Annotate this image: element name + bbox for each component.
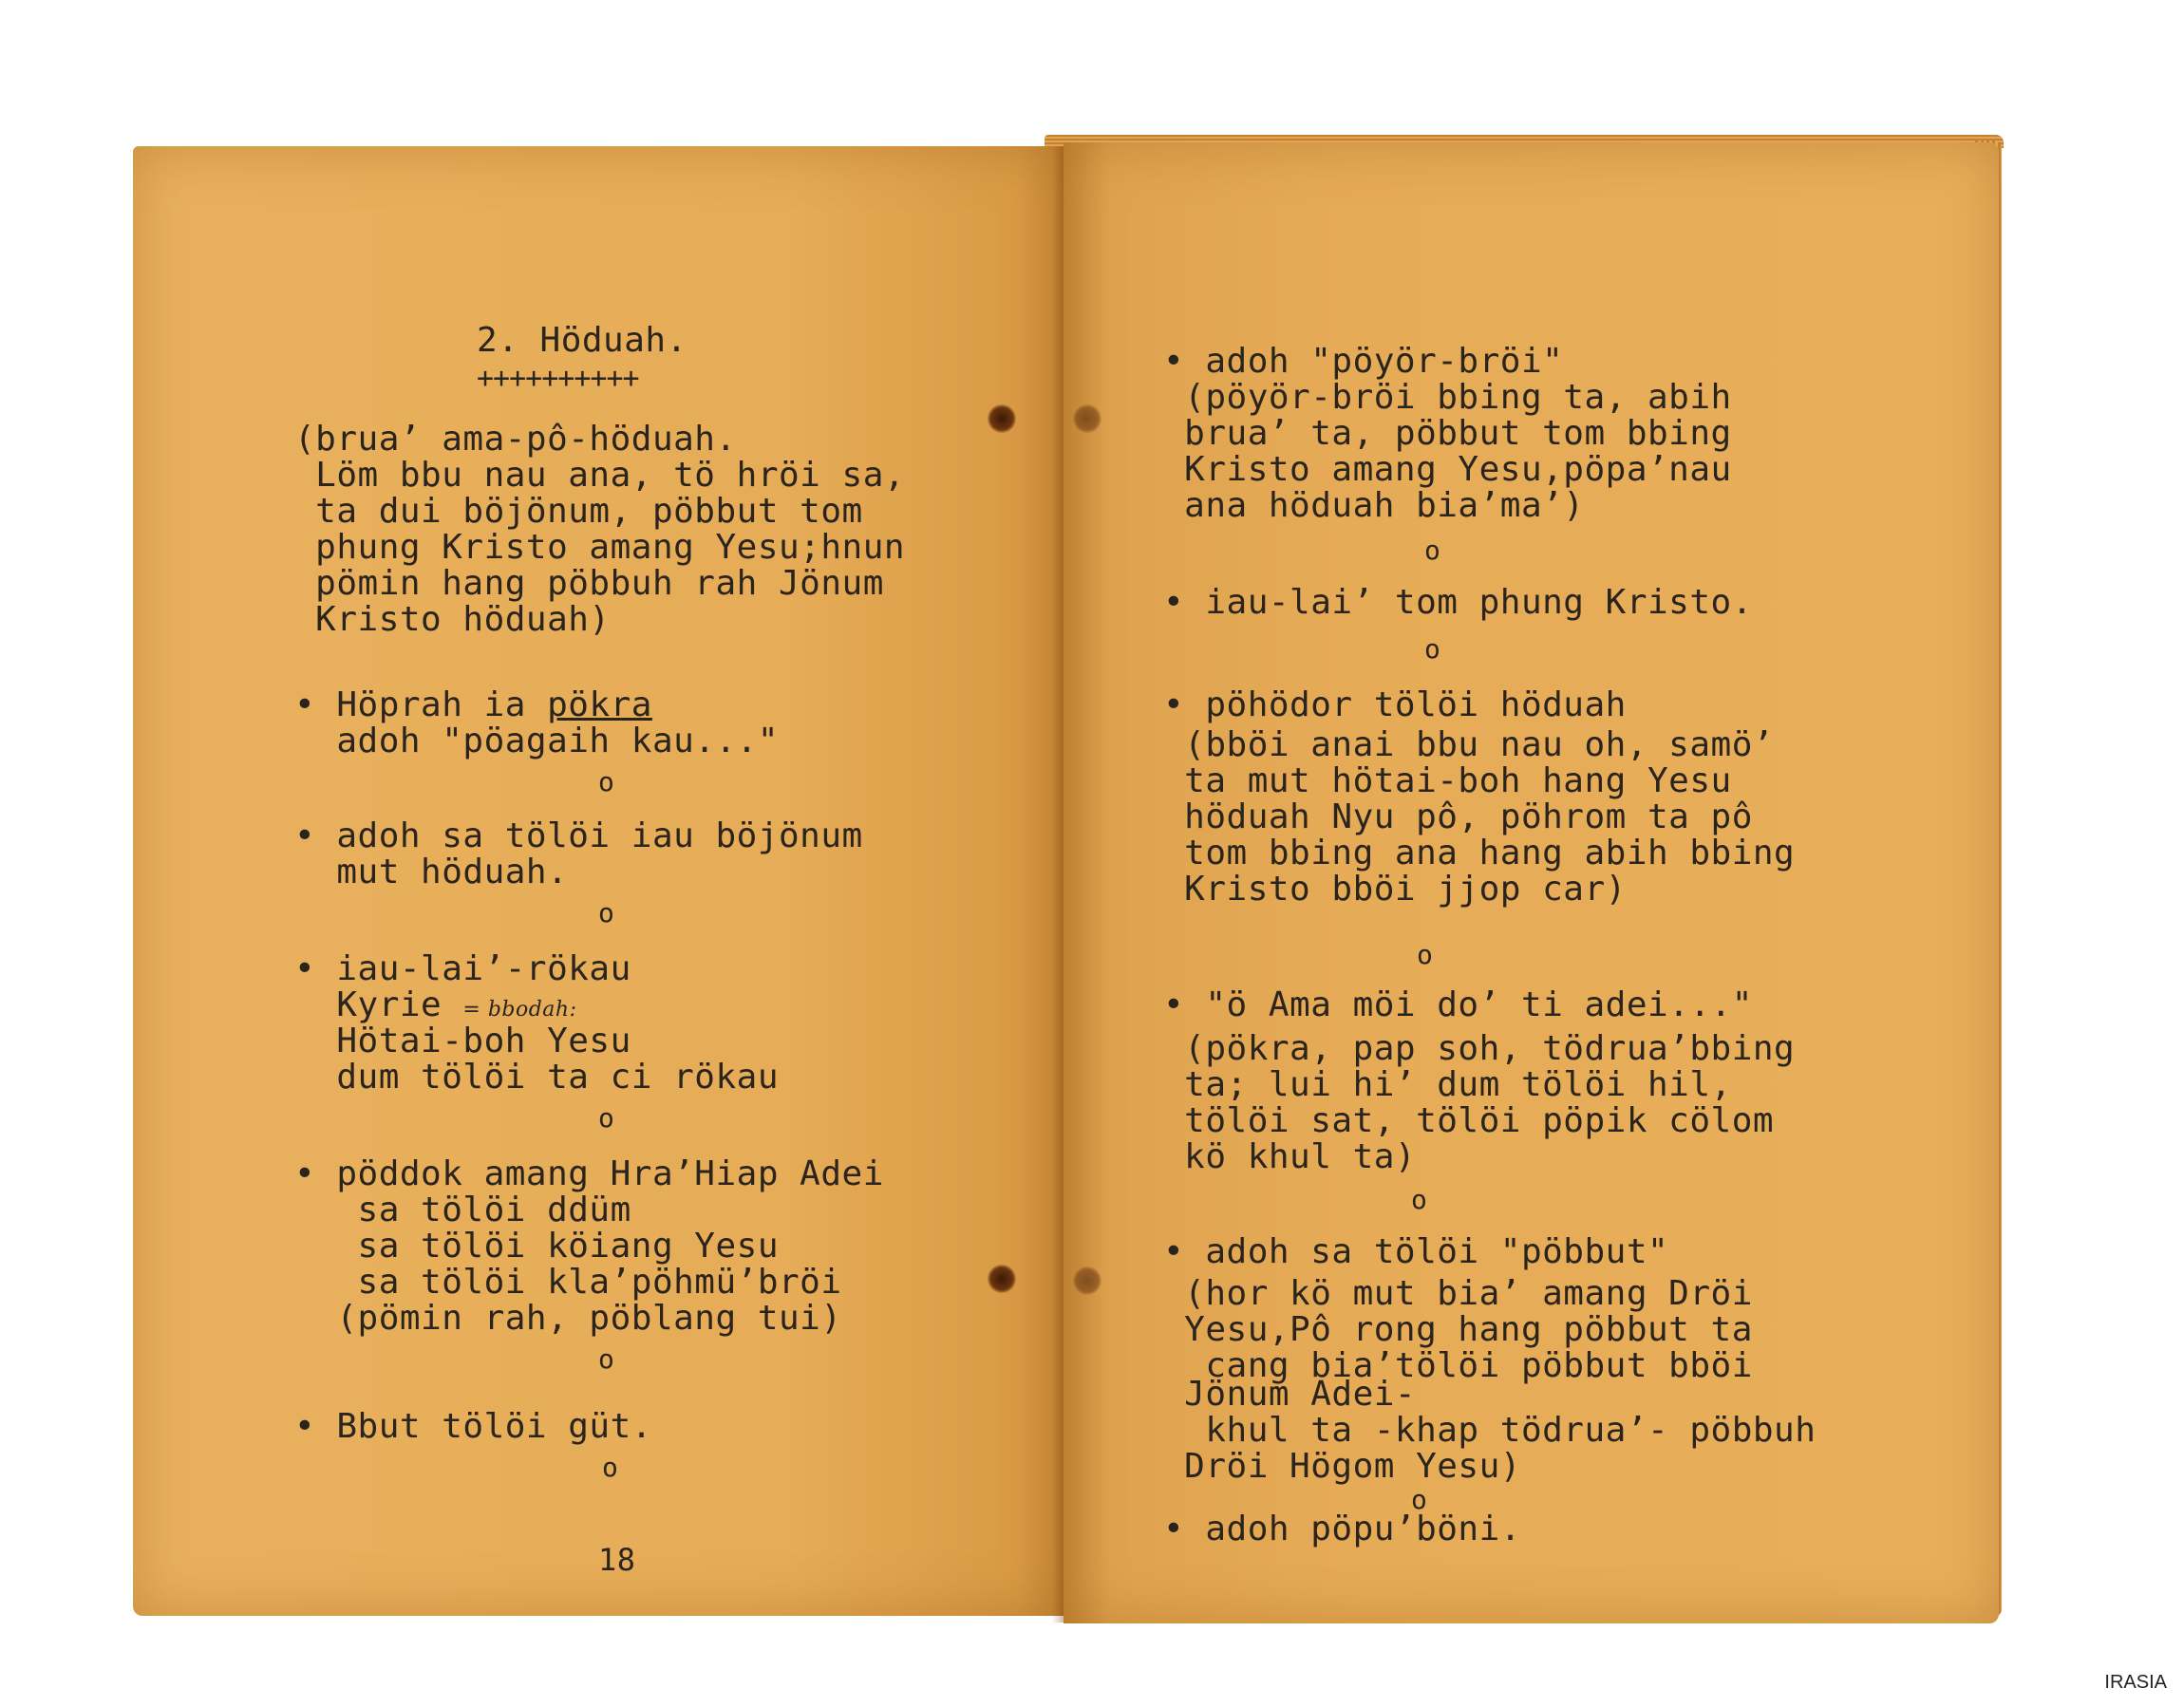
- separator-ring: o: [1417, 939, 1433, 970]
- list-item-line: (pökra, pap soh, tödrua’bbing: [1163, 1029, 1796, 1068]
- list-item-line: • iau-lai’-rökau: [294, 949, 631, 988]
- list-item-line: adoh "pöagaih kau...": [294, 722, 779, 760]
- list-item-line: • adoh pöpu’böni.: [1163, 1510, 1521, 1548]
- list-item-line: (bböi anai bbu nau oh, samö’: [1163, 725, 1775, 764]
- left-page: [133, 146, 1064, 1616]
- separator-ring: o: [1411, 1184, 1427, 1215]
- list-item-line: Jönum Adei-: [1163, 1375, 1417, 1414]
- list-item-line: [294, 687, 652, 723]
- binding-hole: [1073, 1266, 1101, 1295]
- separator-ring: o: [1424, 535, 1440, 566]
- list-item-line: (pömin rah, pöblang tui): [294, 1299, 842, 1338]
- intro-line: pömin hang pöbbuh rah Jönum: [294, 564, 884, 603]
- list-item-line: Dröi Högom Yesu): [1163, 1447, 1521, 1486]
- list-item-line: ta; lui hi’ dum tölöi hil,: [1163, 1065, 1732, 1104]
- right-page: [1064, 142, 1999, 1623]
- list-item-line: Yesu,Pô rong hang pöbbut ta: [1163, 1310, 1753, 1349]
- list-item-text: • Höprah ia: [294, 685, 548, 724]
- list-item-line: dum tölöi ta ci rökau: [294, 1058, 779, 1097]
- booklet: [133, 135, 2008, 1630]
- list-item-line: sa tölöi kla’pöhmü’bröi: [294, 1263, 842, 1302]
- list-item-line: tom bbing ana hang abih bbing: [1163, 834, 1796, 872]
- list-item-line: kö khul ta): [1163, 1137, 1417, 1176]
- list-item-line: • adoh "pöyör-bröi": [1163, 342, 1564, 381]
- list-item-line: • iau-lai’ tom phung Kristo.: [1163, 583, 1753, 622]
- list-item-line: ana höduah bia’ma’): [1163, 486, 1585, 525]
- kyrie-text: Kyrie: [294, 985, 463, 1024]
- handwritten-note: = bbodah:: [462, 998, 577, 1022]
- binding-hole: [988, 1265, 1016, 1293]
- list-item-line: brua’ ta, pöbbut tom bbing: [1163, 414, 1732, 453]
- separator-ring: o: [602, 1452, 618, 1483]
- list-item-line: • adoh sa tölöi iau böjönum: [294, 816, 863, 855]
- list-item-line: ta mut hötai-boh hang Yesu: [1163, 761, 1732, 800]
- list-item-line: tölöi sat, tölöi pöpik cölom: [1163, 1101, 1775, 1140]
- list-item-line: • adoh sa tölöi "pöbbut": [1163, 1232, 1669, 1271]
- separator-ring: o: [598, 766, 614, 797]
- list-item-line: • Bbut tölöi güt.: [294, 1407, 652, 1446]
- list-item-line: (hor kö mut bia’ amang Dröi: [1163, 1274, 1753, 1313]
- separator-ring: o: [598, 897, 614, 929]
- list-item-line: • pöhödor tölöi höduah: [1163, 685, 1627, 724]
- list-item-line: cang bia’tölöi pöbbut bböi: [1163, 1346, 1753, 1385]
- list-item-line: höduah Nyu pô, pöhrom ta pô: [1163, 797, 1753, 836]
- separator-ring: o: [1424, 633, 1440, 665]
- underlined-word: pökra: [547, 685, 652, 724]
- binding-hole: [1073, 404, 1101, 433]
- list-item-line: • "ö Ama möi do’ ti adei...": [1163, 985, 1753, 1024]
- list-item-line: khul ta -khap tödrua’- pöbbuh: [1163, 1411, 1817, 1450]
- list-item-line: Hötai-boh Yesu: [294, 1022, 631, 1060]
- page-number: 18: [598, 1542, 636, 1578]
- intro-line: Kristo höduah): [294, 600, 611, 639]
- section-heading: 2. Höduah.: [477, 321, 687, 360]
- separator-ring: o: [598, 1102, 614, 1134]
- intro-line: (brua’ ama-pô-höduah.: [294, 420, 737, 459]
- list-item-line: Kristo bböi jjop car): [1163, 870, 1627, 909]
- list-item-line: sa tölöi ddüm: [294, 1191, 631, 1229]
- list-item-line: sa tölöi köiang Yesu: [294, 1227, 779, 1266]
- watermark: IRASIA: [2104, 1672, 2167, 1693]
- intro-line: ta dui böjönum, pöbbut tom: [294, 492, 863, 531]
- separator-ring: o: [1411, 1484, 1427, 1515]
- list-item-line: • pöddok amang Hra’Hiap Adei: [294, 1154, 884, 1193]
- binding-hole: [988, 404, 1016, 433]
- list-item-line: (pöyör-bröi bbing ta, abih: [1163, 378, 1732, 417]
- heading-rule: ++++++++++: [477, 362, 639, 395]
- list-item-line: mut höduah.: [294, 853, 569, 891]
- separator-ring: o: [598, 1343, 614, 1375]
- intro-line: Löm bbu nau ana, tö hröi sa,: [294, 456, 906, 495]
- intro-line: phung Kristo amang Yesu;hnun: [294, 528, 906, 567]
- list-item-line: Kristo amang Yesu,pöpa’nau: [1163, 450, 1732, 489]
